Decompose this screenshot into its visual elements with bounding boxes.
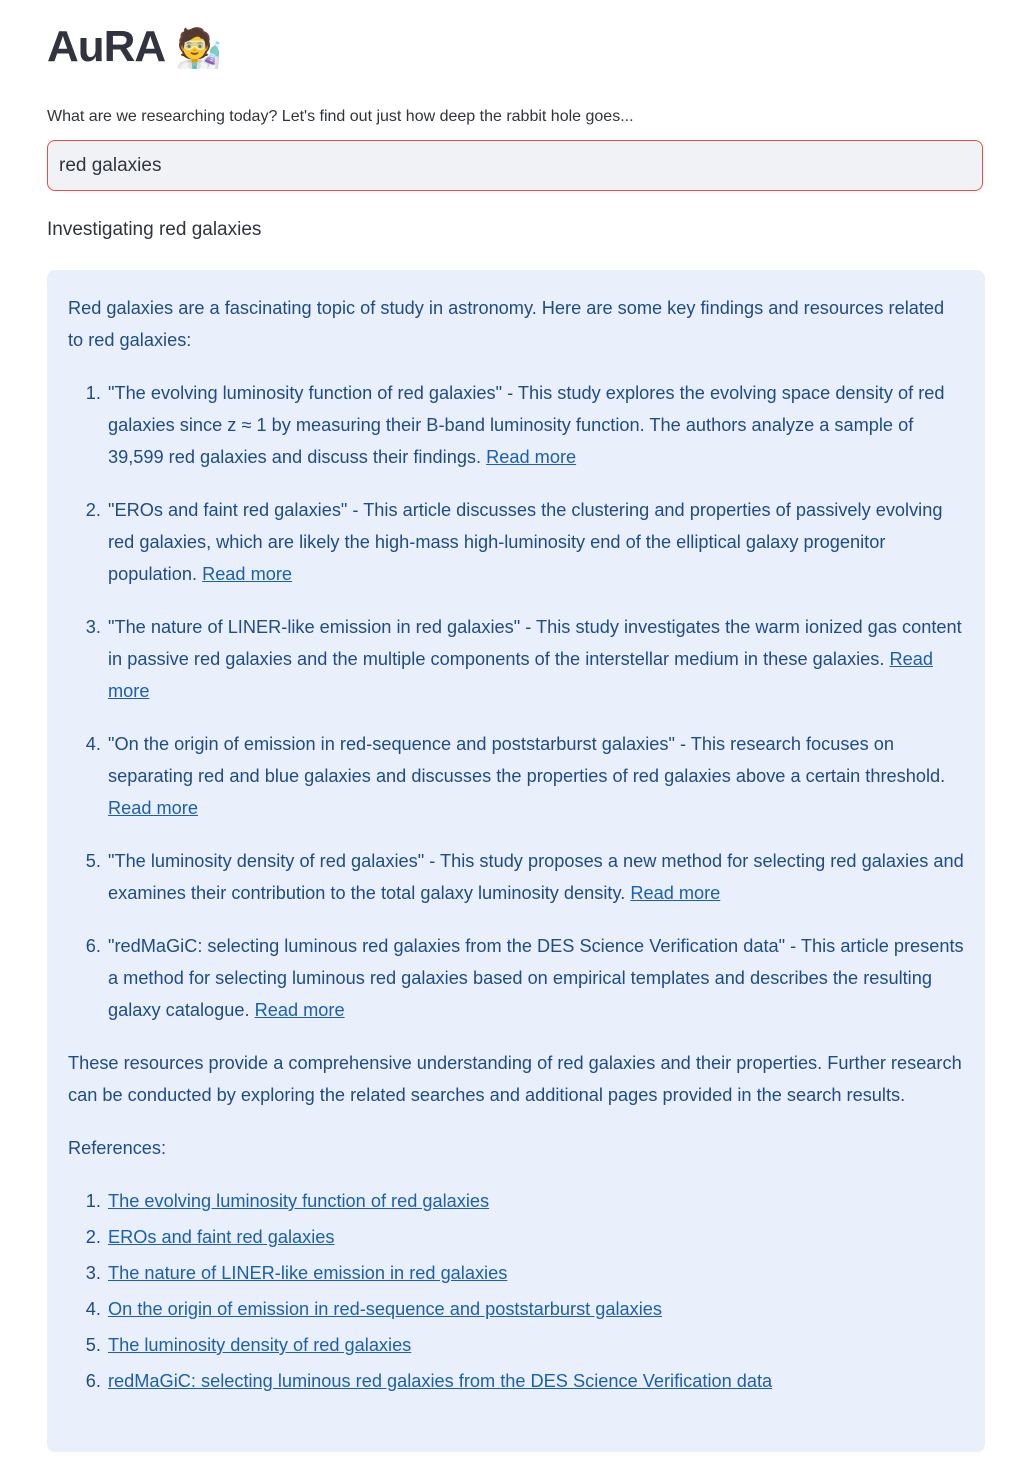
reference-link[interactable]: EROs and faint red galaxies	[108, 1227, 335, 1247]
finding-item	[106, 494, 964, 590]
reference-item	[106, 1365, 964, 1397]
finding-item	[106, 930, 964, 1026]
reference-item	[106, 1293, 964, 1325]
finding-text: "The evolving luminosity function of red galaxies" - This study explores the evolving space density of red galaxies since z ≈ 1 by measuring their B-band luminosity function. The authors analyze a sample of 39,599 red galaxies and discuss their findings.	[108, 383, 945, 467]
finding-text: "EROs and faint red galaxies" - This article discusses the clustering and properties of passively evolving red galaxies, which are likely the high-mass high-luminosity end of the elliptical galaxy progenitor population.	[108, 500, 943, 584]
finding-item	[106, 728, 964, 824]
finding-item	[106, 845, 964, 909]
read-more-link[interactable]: Read more	[254, 1000, 345, 1020]
finding-text: "The luminosity density of red galaxies" - This study proposes a new method for selecting red galaxies and examines their contribution to the total galaxy luminosity density.	[108, 851, 964, 903]
reference-link[interactable]: The nature of LINER-like emission in red galaxies	[108, 1263, 508, 1283]
read-more-link[interactable]: Read more	[486, 447, 577, 467]
read-more-link[interactable]: Read more	[202, 564, 293, 584]
reference-link[interactable]: redMaGiC: selecting luminous red galaxies from the DES Science Verification data	[108, 1371, 773, 1391]
status-text: Investigating red galaxies	[47, 219, 262, 240]
reference-item	[106, 1329, 964, 1361]
reference-item	[106, 1185, 964, 1217]
result-info-box	[47, 270, 985, 1452]
finding-item	[106, 377, 964, 473]
finding-text: "redMaGiC: selecting luminous red galaxies from the DES Science Verification data" - This article presents a method for selecting luminous red galaxies based on empirical templates and describes the resulting galaxy catalogue.	[108, 936, 964, 1020]
reference-item	[106, 1221, 964, 1253]
finding-item	[106, 611, 964, 707]
references-heading: References:	[68, 1138, 167, 1158]
search-input[interactable]	[47, 140, 983, 191]
finding-text: "On the origin of emission in red-sequence and poststarburst galaxies" - This research focuses on separating red and blue galaxies and discusses the properties of red galaxies above a certain threshold.	[108, 734, 946, 786]
page-title	[47, 22, 222, 72]
result-intro: Red galaxies are a fascinating topic of study in astronomy. Here are some key findings and resources related to red galaxies:	[68, 298, 945, 350]
read-more-link[interactable]: Read more	[108, 798, 198, 818]
findings-list	[68, 377, 964, 1026]
read-more-link[interactable]: Read more	[108, 649, 933, 701]
finding-text: "The nature of LINER-like emission in red galaxies" - This study investigates the warm ionized gas content in passive red galaxies and the multiple components of the interstellar medium in these galaxies.	[108, 617, 962, 669]
reference-item	[106, 1257, 964, 1289]
read-more-link[interactable]: Read more	[630, 883, 721, 903]
scientist-emoji-icon: 🧑‍🔬	[175, 28, 222, 70]
reference-link[interactable]: The evolving luminosity function of red galaxies	[108, 1191, 490, 1211]
search-label: What are we researching today? Let's find out just how deep the rabbit hole goes...	[47, 108, 634, 125]
reference-link[interactable]: On the origin of emission in red-sequence and poststarburst galaxies	[108, 1299, 663, 1319]
title-text: AuRA	[47, 22, 166, 71]
reference-link[interactable]: The luminosity density of red galaxies	[108, 1335, 412, 1355]
result-conclusion: These resources provide a comprehensive understanding of red galaxies and their properties. Further research can be conducted by exploring the related searches and additional pages provided in the search results.	[68, 1053, 962, 1105]
references-list	[68, 1185, 964, 1397]
